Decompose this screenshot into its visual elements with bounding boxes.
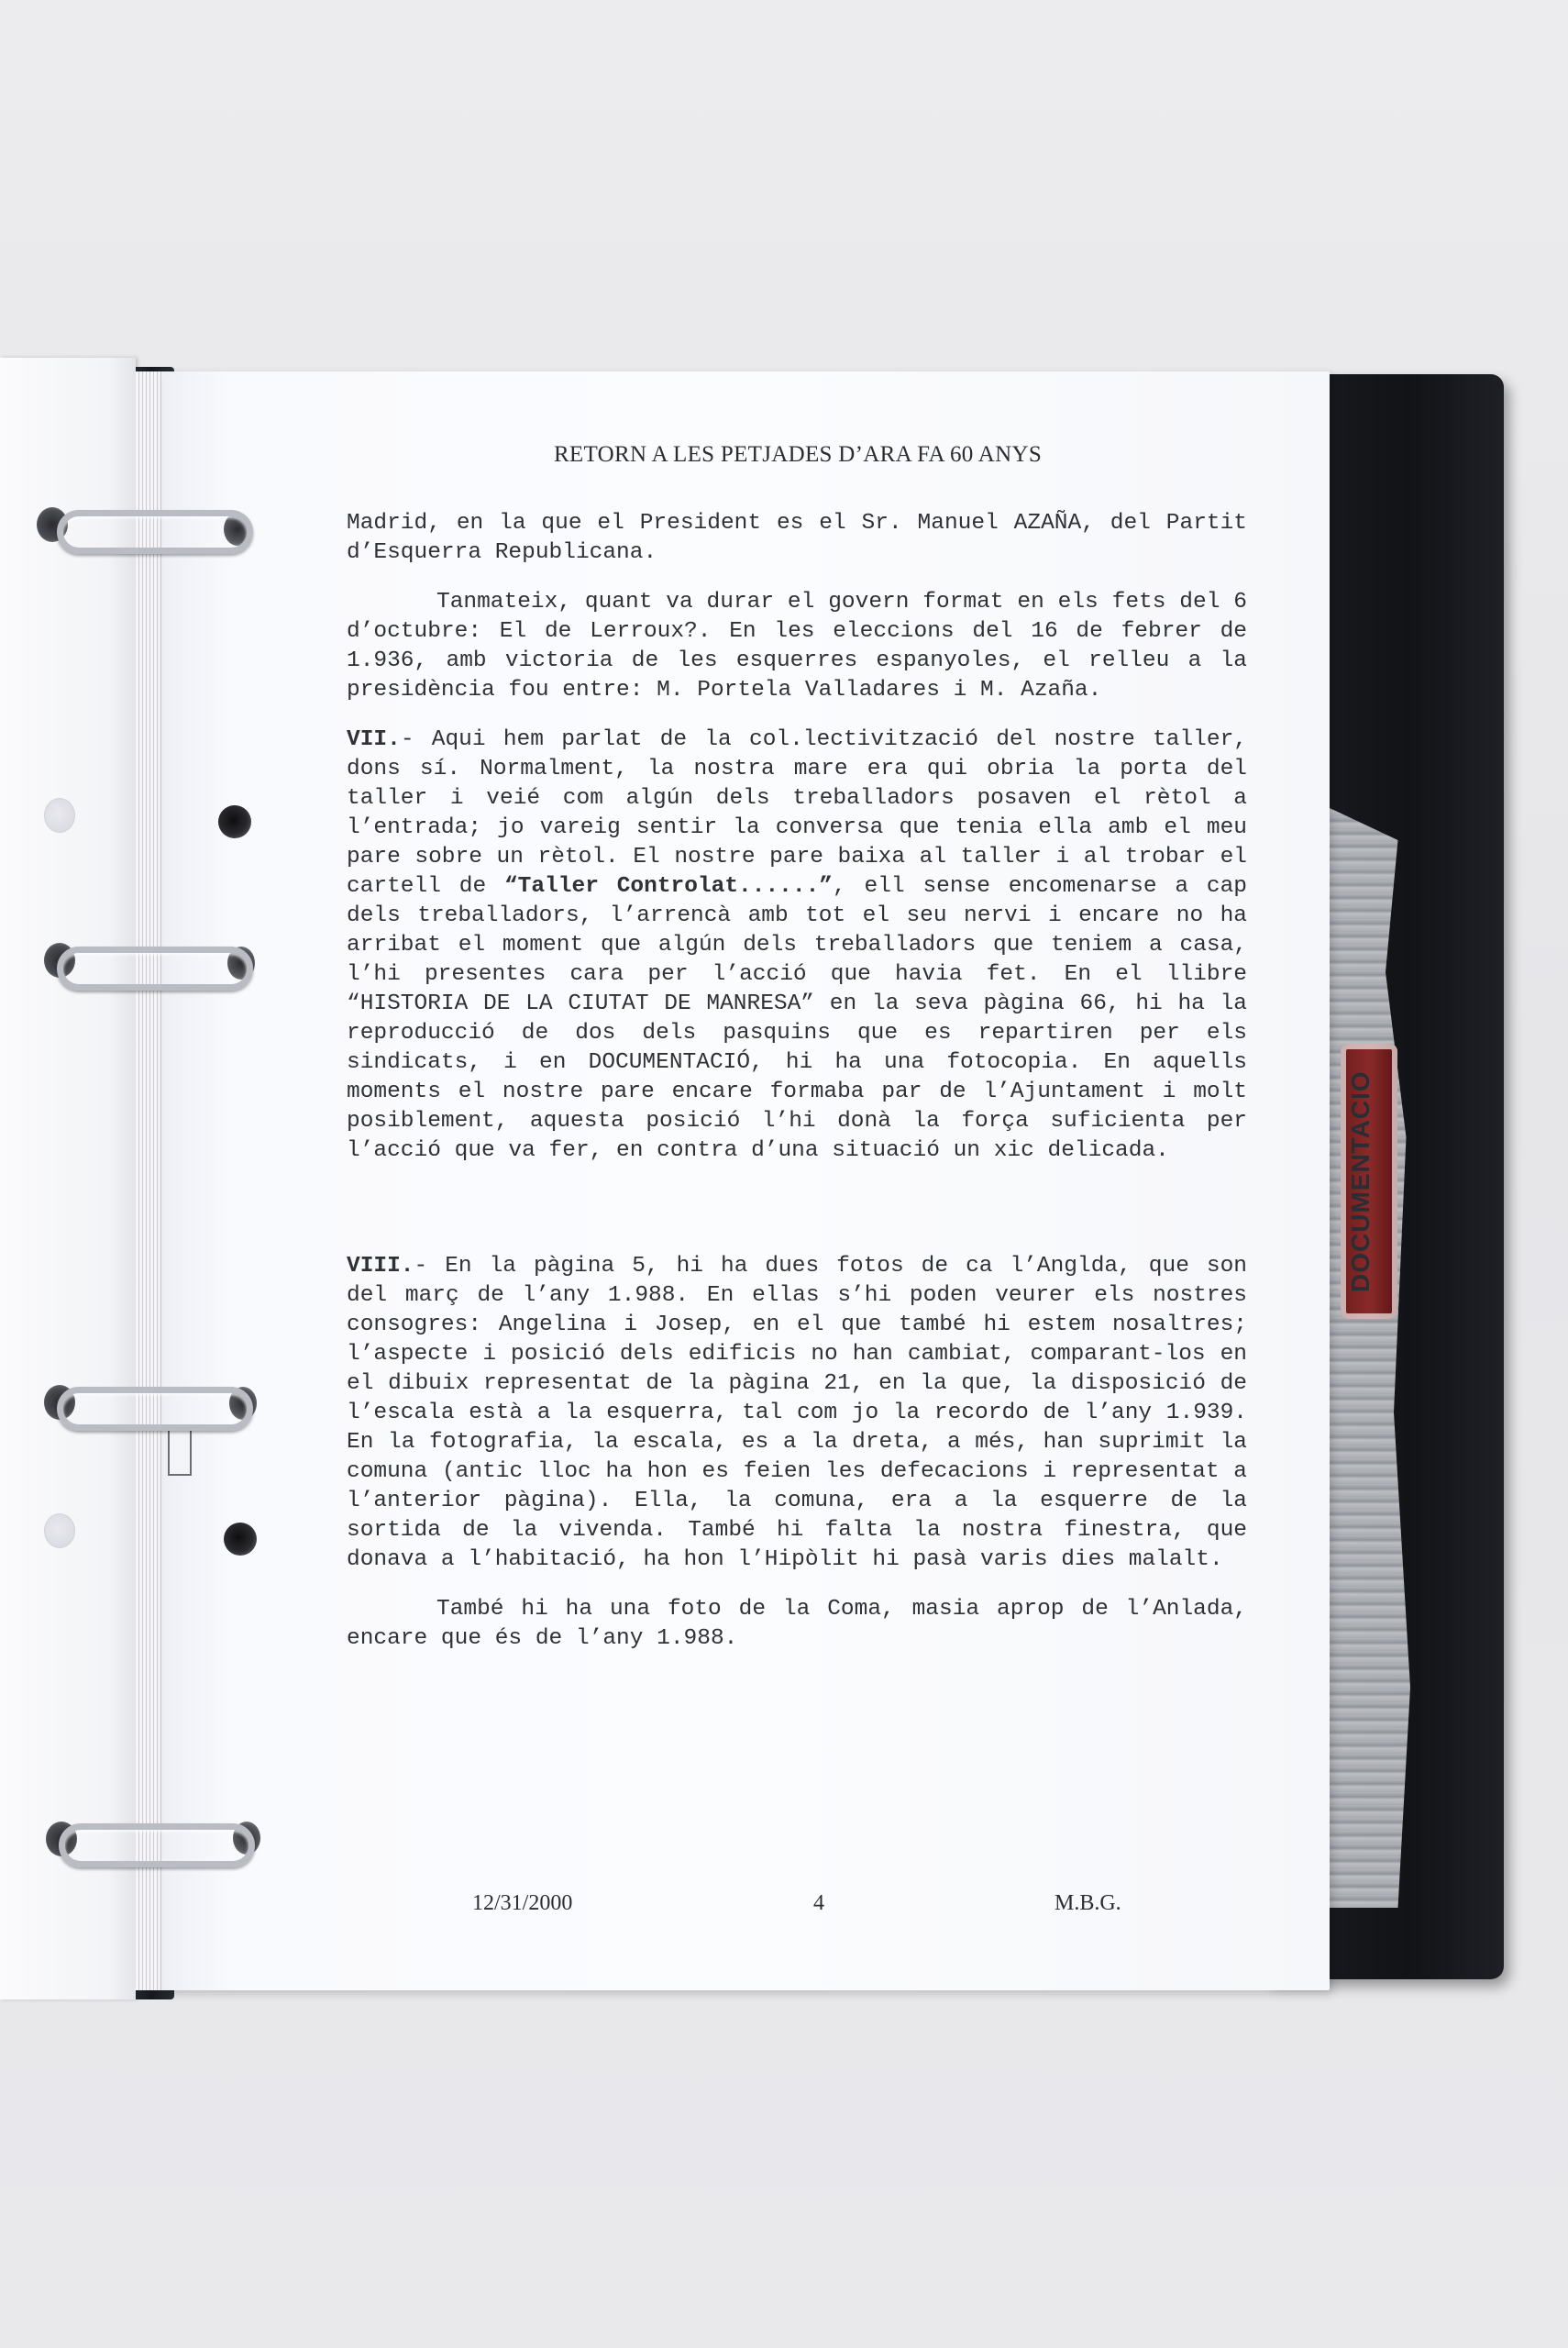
punch-hole xyxy=(44,798,75,833)
binder-ring-1[interactable] xyxy=(57,510,253,554)
section-text: - Aqui hem parlat de la col.lectivització del nostre taller, dons sí. Normalment, la nostra mare era qui obria la porta del taller i veié com algún dels treballadors posaven el rètol a l’entrada; jo vareig sentir la conversa que tenia ella amb el meu pare sobre un rètol. El nostre pare baixa al taller i al trobar el cartell de xyxy=(347,727,1247,899)
bold-quote: “Taller Controlat......” xyxy=(503,874,833,899)
section-text: , ell sense encomenarse a cap dels treballadors, l’arrencà amb tot el seu nervi i encare no ha arribat el moment que algún dels treballadors que teniem a casa, l’hi presentes cara per l’acció que havia fet. En el llibre “HISTORIA DE LA CIUTAT DE MANRESA” en la seva pàgina 66, hi ha la reproducció de dos dels pasquins que es repartiren per els sindicats, i en DOCUMENTACIÓ, hi ha una fotocopia. En aquells moments el nostre pare encare formaba par de l’Ajuntament i molt posiblement, aquesta posició l’hi donà la força suficienta per l’acció que va fer, en contra d’una situació un xic delicada. xyxy=(347,874,1247,1163)
section-viii xyxy=(347,1252,1247,1575)
paragraph-gap xyxy=(347,1186,1247,1252)
punch-hole xyxy=(44,1513,75,1548)
divider-tab-label: DOCUMENTACIO xyxy=(1346,1070,1375,1292)
section-vii xyxy=(347,725,1247,1166)
footer-page-number: 4 xyxy=(813,1891,824,1915)
margin-punch-hole xyxy=(224,1523,257,1556)
closing-paragraph: També hi ha una foto de la Coma, masia aprop de l’Anlada, encare que és de l’any 1.988. xyxy=(347,1597,1247,1651)
section-text: - En la pàgina 5, hi ha dues fotos de ca l’Anglda, que son del març de l’any 1.988. En ellas s’hi poden veurer els nostres consogres: Angelina i Josep, en el que també hi estem nosaltres; l’aspecte i posició dels edificis no han cambiat, comparant-los en el dibuix representat de la pàgina 21, en la que, la disposició de l’escala està a la esquerra, tal com jo la recordo de l’any 1.939. En la fotografia, la escala, es a la dreta, a més, han suprimit la comuna (antic lloc ha hon es feien les defecacions i representat a l’anterior pàgina). Ella, la comuna, era a la esquerre de la sortida de la vivenda. També hi falta la nostra finestra, que donava a l’habitació, ha hon l’Hipòlit hi pasà varis dies malalt. xyxy=(347,1254,1247,1572)
binder-ring-4[interactable] xyxy=(59,1823,255,1867)
binder-ring-2[interactable] xyxy=(57,947,253,991)
running-header: RETORN A LES PETJADES D’ARA FA 60 ANYS xyxy=(553,442,1043,467)
margin-punch-hole xyxy=(218,805,251,838)
paragraph: Madrid, en la que el President es el Sr. Manuel AZAÑA, del Partit d’Esquerra Republicana. xyxy=(347,511,1247,565)
footer-author: M.B.G. xyxy=(1055,1891,1121,1915)
left-page[interactable] xyxy=(0,358,136,1999)
footer-date: 12/31/2000 xyxy=(472,1891,573,1915)
page-corner-mark xyxy=(168,1426,192,1476)
paragraph: Tanmateix, quant va durar el govern format en els fets del 6 d’octubre: El de Lerroux?. En les eleccions del 16 de febrer de 1.936, amb victoria de les esquerres espanyoles, el relleu a la presidència fou entre: M. Portela Valladares i M. Azaña. xyxy=(347,590,1247,703)
section-label: VIII. xyxy=(347,1254,414,1279)
document-body xyxy=(347,509,1247,1674)
binder-ring-3[interactable] xyxy=(57,1387,253,1431)
section-label: VII. xyxy=(347,727,401,752)
